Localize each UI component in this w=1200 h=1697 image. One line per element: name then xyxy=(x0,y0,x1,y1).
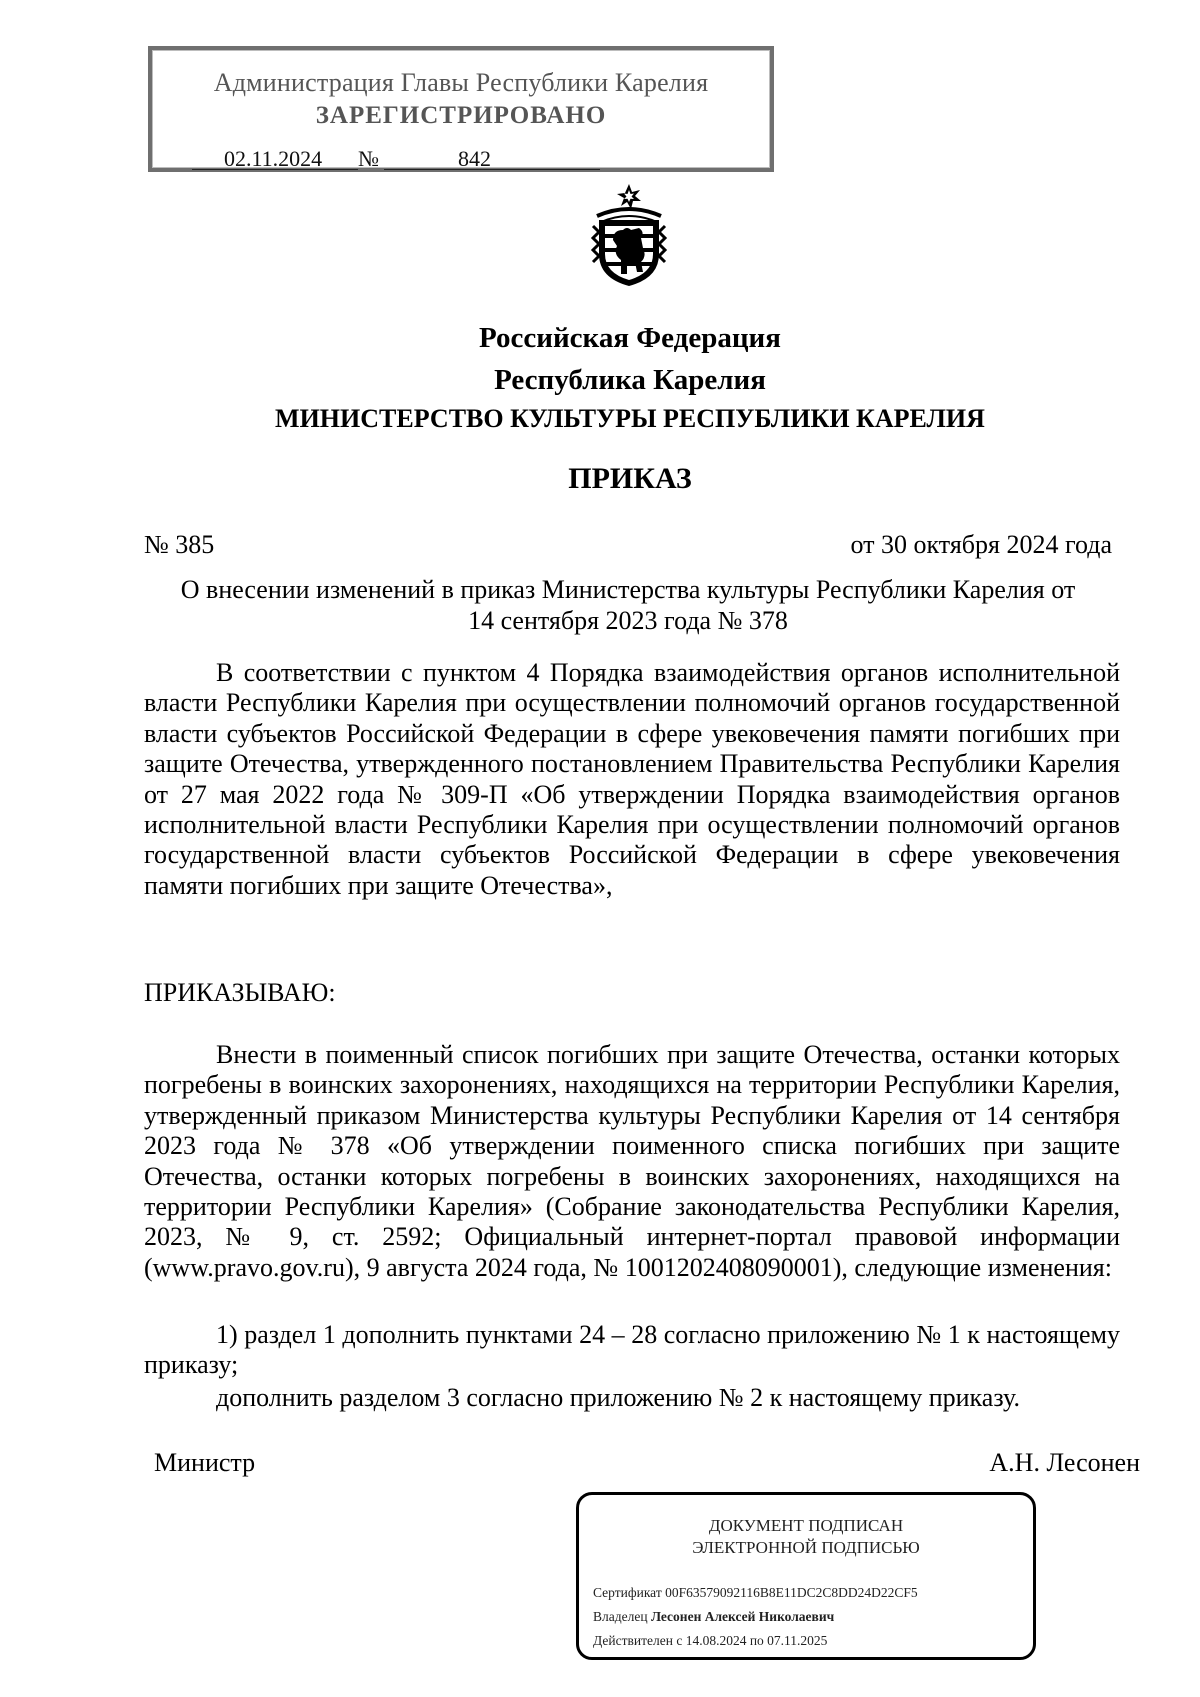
stamp-status: ЗАРЕГИСТРИРОВАНО xyxy=(315,102,607,129)
stamp-organization: Администрация Главы Республики Карелия xyxy=(213,68,709,97)
esign-validity-row xyxy=(593,1633,827,1649)
esign-title-line-2: ЭЛЕКТРОННОЙ ПОДПИСЬЮ xyxy=(692,1538,920,1557)
esign-valid-from: 14.08.2024 xyxy=(685,1633,747,1648)
esign-valid-to: 07.11.2025 xyxy=(767,1633,828,1648)
preamble-paragraph: В соответствии с пунктом 4 Порядка взаимодействия органов исполнительной власти Республики Карелия при осуществлении полномочий органов государственной власти субъектов Российской Федерации в сфере увековечения памяти погибших при защите Отечества, утвержденного постановлением Правительства Республики Карелия от 27 мая 2022 года № 309-П «Об утверждении Порядка взаимодействия органов исполнительной власти Республики Карелия при осуществлении полномочий органов государственной власти субъектов Российской Федерации в сфере увековечения памяти погибших при защите Отечества», xyxy=(144,658,1120,900)
order-number: № 385 xyxy=(144,530,215,559)
document-type: ПРИКАЗ xyxy=(568,462,692,495)
electronic-signature-box xyxy=(576,1492,1036,1660)
karelia-coat-of-arms-icon xyxy=(583,182,675,288)
esign-valid-label: Действителен xyxy=(593,1633,673,1648)
header-ministry: МИНИСТЕРСТВО КУЛЬТУРЫ РЕСПУБЛИКИ КАРЕЛИЯ xyxy=(275,404,985,433)
esign-title-line-1: ДОКУМЕНТ ПОДПИСАН xyxy=(708,1516,904,1535)
esign-valid-to-label: по xyxy=(749,1633,764,1648)
esign-owner-value: Лесонен Алексей Николаевич xyxy=(650,1609,835,1624)
order-word: ПРИКАЗЫВАЮ: xyxy=(144,978,336,1007)
main-paragraph: Внести в поименный список погибших при защите Отечества, останки которых погребены в воинских захоронениях, находящихся на территории Республики Карелия, утвержденный приказом Министерства культуры Республики Карелия от 14 сентября 2023 года № 378 «Об утверждении поименного списка погибших при защите Отечества, останки которых погребены в воинских захоронениях, находящихся на территории Республики Карелия» (Собрание законодательства Республики Карелия, 2023, № 9, ст. 2592; Официальный интернет-портал правовой информации (www.pravo.gov.ru), 9 августа 2024 года, № 1001202408090001), следующие изменения: xyxy=(144,1040,1120,1282)
order-subject xyxy=(144,574,1112,636)
stamp-date: 02.11.2024 xyxy=(224,146,323,171)
item-1-paragraph: 1) раздел 1 дополнить пунктами 24 – 28 согласно приложению № 1 к настоящему приказу; xyxy=(144,1320,1120,1380)
header-republic: Республика Карелия xyxy=(494,364,766,396)
esign-title xyxy=(579,1515,1033,1559)
esign-owner-row xyxy=(593,1609,834,1625)
item-2-paragraph: дополнить разделом 3 согласно приложению № 2 к настоящему приказу. xyxy=(216,1383,1020,1412)
signer-name: А.Н. Лесонен xyxy=(989,1448,1140,1477)
esign-owner-label: Владелец xyxy=(593,1609,648,1624)
order-date: от 30 октября 2024 года xyxy=(850,530,1112,559)
signer-position: Министр xyxy=(154,1448,256,1477)
esign-certificate-value: 00F63579092116B8E11DC2C8DD24D22CF5 xyxy=(665,1585,918,1600)
stamp-number: 842 xyxy=(458,146,491,171)
registration-stamp xyxy=(148,46,774,172)
stamp-registration-line xyxy=(192,146,600,174)
stamp-number-sign: № xyxy=(358,146,379,171)
esign-certificate-label: Сертификат xyxy=(593,1585,662,1600)
order-subject-line-2: 14 сентября 2023 года № 378 xyxy=(468,606,788,635)
esign-certificate-row xyxy=(593,1585,918,1601)
header-country: Российская Федерация xyxy=(479,322,781,354)
esign-valid-from-label: с xyxy=(676,1633,683,1648)
order-subject-line-1: О внесении изменений в приказ Министерства культуры Республики Карелия от xyxy=(180,575,1076,604)
stamp-number-underline xyxy=(384,169,600,170)
